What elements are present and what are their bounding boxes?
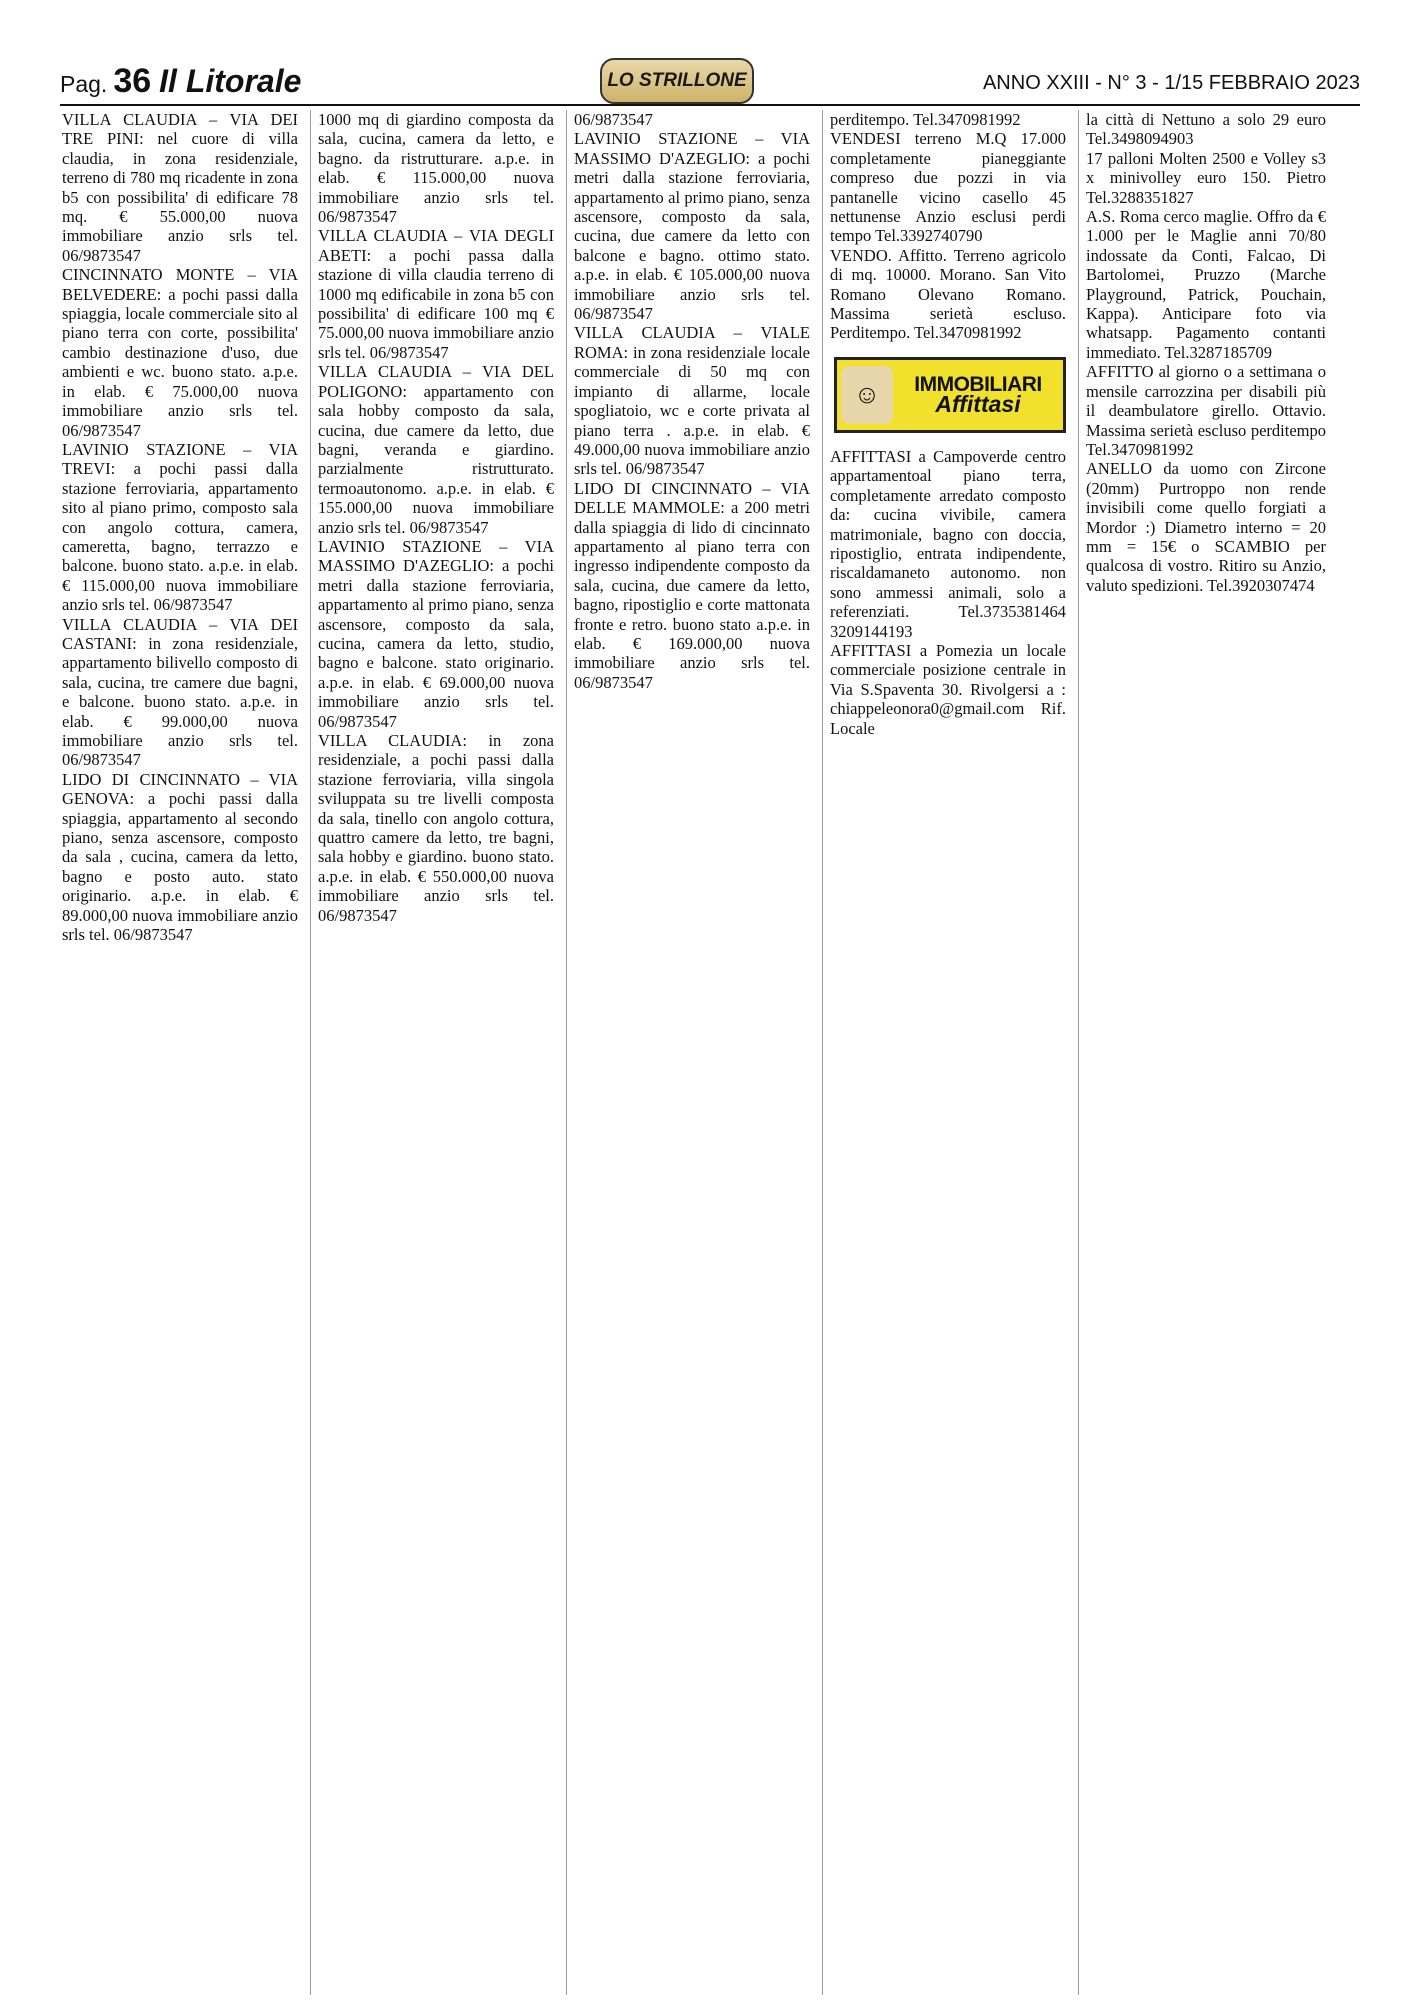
page-header	[60, 58, 1360, 102]
classified-ad: LAVINIO STAZIONE – VIA MASSIMO D'AZEGLIO: a pochi metri dalla stazione ferroviaria, appartamento al primo piano, senza ascensore, composto da sala, cucina, camera da letto, studio, bagno e balcone. stato originario. a.p.e. in elab. € 69.000,00 nuova immobiliare anzio srls tel. 06/9873547	[318, 536, 554, 731]
classified-ad: 1000 mq di giardino composta da sala, cucina, camera da letto, e bagno. da ristrutturare. a.p.e. in elab. € 115.000,00 nuova immobiliare anzio srls tel. 06/9873547	[318, 110, 554, 227]
page-number: 36	[113, 62, 152, 100]
banner-subtitle: Affittasi	[935, 390, 1021, 417]
issue-info: ANNO XXIII - N° 3 - 1/15 FEBBRAIO 2023	[982, 72, 1360, 94]
section-banner-affittasi	[834, 357, 1066, 433]
classified-ad: VILLA CLAUDIA – VIA DEL POLIGONO: appartamento con sala hobby composto da sala, cucina, due camere da letto, due bagni, veranda e giardino. parzialmente ristrutturato. termoautonomo. a.p.e. in elab. € 155.000,00 nuova immobiliare anzio srls tel. 06/9873547	[318, 362, 554, 537]
classified-ad: LAVINIO STAZIONE – VIA TREVI: a pochi passi dalla stazione ferroviaria, appartamento sito al piano primo, composto sala con angolo cottura, camera, cameretta, bagno, terrazzo e balcone. buono stato. a.p.e. in elab. € 115.000,00 nuova immobiliare anzio srls tel. 06/9873547	[62, 439, 298, 615]
column-divider	[822, 110, 823, 1995]
classified-ad: VENDESI terreno M.Q 17.000 completamente pianeggiante compreso due pozzi in via pantanelle vicino casello 45 nettunense Anzio esclusi perdi tempo Tel.3392740790	[830, 129, 1066, 246]
classified-ad: VENDO. Affitto. Terreno agricolo di mq. 10000. Morano. San Vito Romano Olevano Romano. Massima serietà escluso. Perditempo. Tel.3470981992	[830, 245, 1066, 343]
column-divider	[310, 110, 311, 1995]
column-1	[62, 110, 298, 1995]
classified-ad: A.S. Roma cerco maglie. Offro da € 1.000 per le Maglie anni 70/80 indossate da Conti, Falcao, Di Bartolomei, Pruzzo (Marche Playground, Patrick, Pouchain, Kappa). Anticipare foto via whatsapp. Pagamento contanti immediato. Tel.3287185709	[1086, 207, 1326, 362]
classified-ad: la città di Nettuno a solo 29 euro Tel.3498094903	[1086, 110, 1326, 149]
classified-ad: VILLA CLAUDIA – VIALE ROMA: in zona residenziale locale commerciale di 50 mq con impianto di allarme, locale spogliatoio, wc e corte privata al piano terra . a.p.e. in elab. € 49.000,00 nuova immobiliare anzio srls tel. 06/9873547	[574, 323, 810, 479]
header-rule	[60, 104, 1360, 106]
logo-text: LO STRILLONE	[607, 70, 747, 91]
classified-ad: AFFITTO al giorno o a settimana o mensile carrozzina per disabili più il deambulatore girello. Ottavio. Massima serietà escluso perditempo Tel.3470981992	[1086, 362, 1326, 459]
column-5	[1086, 110, 1326, 1995]
classified-ad: perditempo. Tel.3470981992	[830, 110, 1021, 129]
classified-ad: VILLA CLAUDIA – VIA DEGLI ABETI: a pochi passa dalla stazione di villa claudia terreno di 1000 mq edificabile in zona b5 con possibilita' di edificare 100 mq € 75.000,00 nuova immobiliare anzio srls tel. 06/9873547	[318, 226, 554, 362]
classified-ad: LIDO DI CINCINNATO – VIA GENOVA: a pochi passi dalla spiaggia, appartamento al secondo piano, senza ascensore, composto da sala , cucina, camera da letto, bagno e posto auto. stato originario. a.p.e. in elab. € 89.000,00 nuova immobiliare anzio srls tel. 06/9873547	[62, 769, 298, 945]
column-divider	[1078, 110, 1079, 1995]
column-4	[830, 110, 1066, 1995]
classified-ad: VILLA CLAUDIA – VIA DEI TRE PINI: nel cuore di villa claudia, in zona residenziale, terreno di 780 mq ricadente in zona b5 con possibilita' di edificare 78 mq. € 55.000,00 nuova immobiliare anzio srls tel. 06/9873547	[62, 110, 298, 265]
newspaper-title: Il Litorale	[159, 63, 302, 99]
classified-ad: AFFITTASI a Pomezia un locale commerciale posizione centrale in Via S.Spaventa 30. Rivolgersi a : chiappeleonora0@gmail.com Rif. Locale	[830, 640, 1066, 738]
page-prefix: Pag.	[60, 71, 108, 97]
banner-title: IMMOBILIARI	[914, 373, 1042, 397]
classified-ad: 17 palloni Molten 2500 e Volley s3 x minivolley euro 150. Pietro Tel.3288351827	[1086, 148, 1326, 207]
strillone-logo	[600, 58, 754, 104]
column-2	[318, 110, 554, 1995]
page-label	[60, 62, 301, 101]
classified-ad: CINCINNATO MONTE – VIA BELVEDERE: a pochi passi dalla spiaggia, locale commerciale sito al piano terra con corte, possibilita' cambio destinazione d'uso, due ambienti e wc. buono stato. a.p.e. in elab. € 75.000,00 nuova immobiliare anzio srls tel. 06/9873547	[62, 265, 298, 440]
classified-ad: VILLA CLAUDIA: in zona residenziale, a pochi passi dalla stazione ferroviaria, villa singola sviluppata su tre livelli composta da sala, tinello con angolo cottura, quattro camere da letto, tre bagni, sala hobby e giardino. buono stato. a.p.e. in elab. € 550.000,00 nuova immobiliare anzio srls tel. 06/9873547	[318, 731, 554, 925]
column-divider	[566, 110, 567, 1995]
classified-ad: LAVINIO STAZIONE – VIA MASSIMO D'AZEGLIO: a pochi metri dalla stazione ferroviaria, appartamento al primo piano, senza ascensore, composto da sala, cucina, due camere da letto con balcone e bagno. ottimo stato. a.p.e. in elab. € 105.000,00 nuova immobiliare anzio srls tel. 06/9873547	[574, 129, 810, 324]
column-3	[574, 110, 810, 1995]
classified-ad: 06/9873547	[574, 110, 653, 129]
classified-ad: ANELLO da uomo con Zircone (20mm) Purtroppo non rende invisibili come quello forgiati a Mordor :) Diametro interno = 20 mm = 15€ o SCAMBIO per qualcosa di vostro. Ritiro su Anzio, valuto spedizioni. Tel.3920307474	[1086, 459, 1326, 595]
classified-ad: VILLA CLAUDIA – VIA DEI CASTANI: in zona residenziale, appartamento bilivello composto di sala, cucina, tre camere due bagni, e balcone. buono stato. a.p.e. in elab. € 99.000,00 nuova immobiliare anzio srls tel. 06/9873547	[62, 614, 298, 770]
classified-ad: AFFITTASI a Campoverde centro appartamentoal piano terra, completamente arredato composto da: cucina vivibile, camera matrimoniale, bagno con doccia, ripostiglio, entrata indipendente, riscaldamaneto autonomo. non sono ammessi animali, solo a referenziati. Tel.3735381464 3209144193	[830, 446, 1066, 641]
classified-ad: LIDO DI CINCINNATO – VIA DELLE MAMMOLE: a 200 metri dalla spiaggia di lido di cincinnato appartamento al piano terra con ingresso indipendente composto da sala, cucina, due camere da letto, bagno, ripostiglio e corte mattonata fronte e retro. buono stato a.p.e. in elab. € 169.000,00 nuova immobiliare anzio srls tel. 06/9873547	[574, 478, 810, 692]
mascot-icon: ☺	[841, 366, 893, 424]
